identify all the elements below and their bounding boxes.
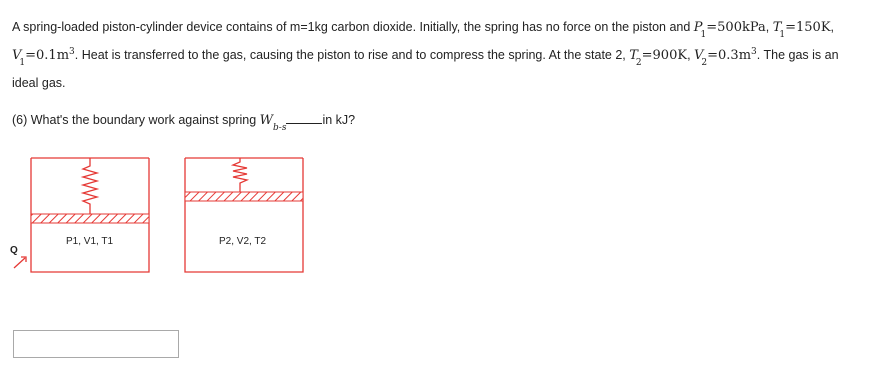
state1-piston bbox=[31, 214, 149, 223]
question-text bbox=[12, 111, 356, 133]
state2-piston bbox=[185, 192, 303, 201]
state1-label: P1, V1, T1 bbox=[66, 236, 114, 247]
question-suffix: in kJ? bbox=[322, 113, 356, 127]
p1-value: =500kPa bbox=[706, 20, 766, 35]
v2-symbol: V bbox=[694, 48, 704, 63]
t1-symbol: T bbox=[772, 20, 782, 35]
state1-cylinder bbox=[31, 158, 149, 272]
v2-superscript: 3 bbox=[751, 47, 757, 57]
v1-subscript: 1 bbox=[19, 58, 26, 68]
v2-subscript: 2 bbox=[701, 58, 708, 68]
t1-subscript: 1 bbox=[779, 30, 786, 40]
v1-symbol: V bbox=[12, 48, 22, 63]
problem-statement: A spring-loaded piston-cylinder device contains of m=1kg carbon dioxide. Initially, the spring has no force on the piston and $P_1=500kPa$, $T_1=150K$, $V_1=0.1m^3$. Heat is transferred to the gas, causing the piston to rise and to compress the spring. At the state 2, $T_2=900K$, $V_2=0.3m^3$. The gas is an ideal gas. bbox=[12, 20, 839, 90]
p1-subscript: 1 bbox=[700, 30, 707, 40]
state1-spring bbox=[83, 158, 97, 214]
t2-symbol: T bbox=[629, 48, 638, 63]
v1-value: =0.1m bbox=[25, 48, 70, 63]
state2-spring bbox=[233, 158, 247, 192]
work-symbol: W bbox=[259, 113, 274, 128]
state2-cylinder bbox=[185, 158, 303, 272]
t2-subscript: 2 bbox=[635, 58, 642, 68]
problem-text-part3: . The gas is an ideal gas. bbox=[12, 48, 839, 90]
question-prefix: (6) What's the boundary work against spring bbox=[12, 113, 260, 127]
answer-blank-line bbox=[286, 111, 322, 124]
v1-superscript: 3 bbox=[69, 47, 75, 57]
work-subscript: b-s bbox=[273, 123, 287, 133]
state2-label: P2, V2, T2 bbox=[219, 236, 267, 247]
problem-text-part2: . Heat is transferred to the gas, causing the piston to rise and to compress the spring. At the state 2, bbox=[74, 48, 630, 62]
heat-arrow-icon bbox=[10, 245, 26, 268]
piston-cylinder-diagram bbox=[0, 140, 320, 280]
answer-input[interactable] bbox=[13, 330, 179, 358]
t2-value: =900K bbox=[641, 48, 688, 63]
p1-symbol: P bbox=[693, 20, 703, 35]
v2-value: =0.3m bbox=[707, 48, 752, 63]
problem-text-part1: A spring-loaded piston-cylinder device contains of m=1kg carbon dioxide. Initially, the spring has no force on the piston and bbox=[12, 20, 694, 34]
heat-q-label: Q bbox=[10, 245, 18, 256]
t1-value: =150K bbox=[785, 20, 831, 35]
